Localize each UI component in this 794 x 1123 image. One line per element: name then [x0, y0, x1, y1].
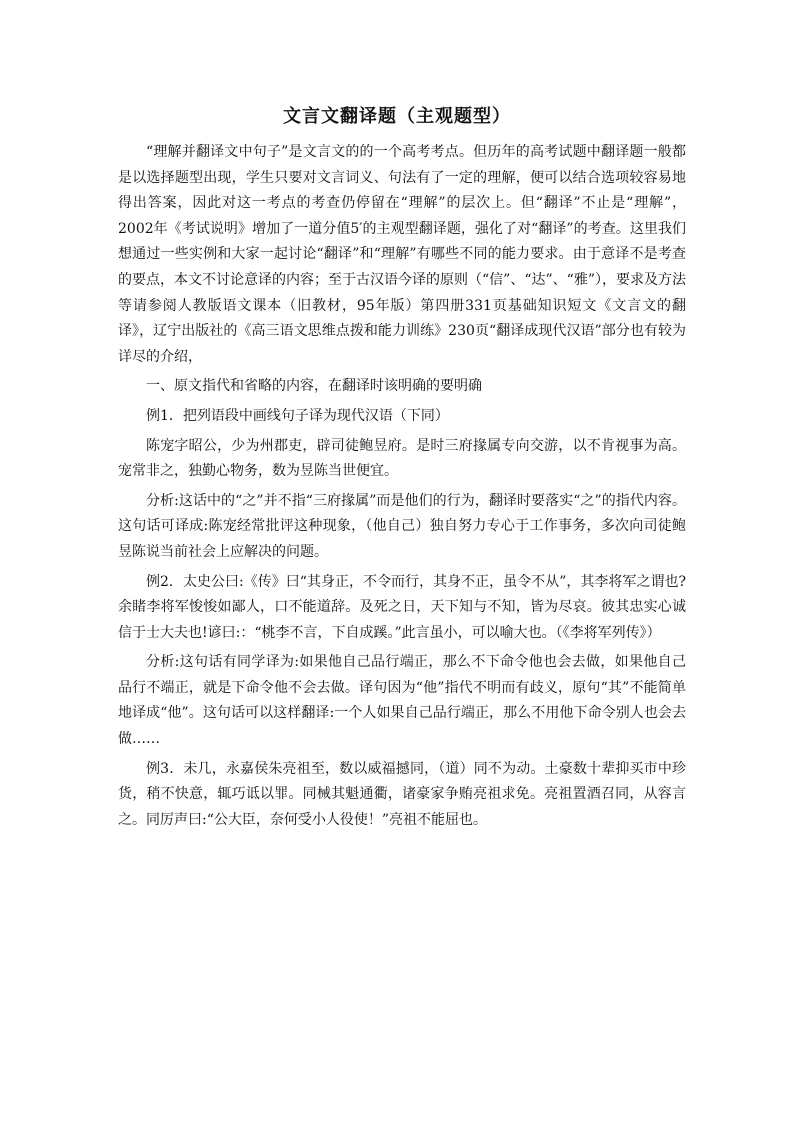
example-1-text: 陈宠字昭公，少为州郡吏，辟司徒鲍昱府。是时三府掾属专向交游，以不肯视事为高。宠常非之，独勤心物务，数为昱陈当世便宜。 [118, 437, 686, 480]
document-body [118, 140, 686, 833]
example-1-label: 例1．把列语段中画线句子译为现代汉语（下同） [146, 407, 449, 424]
document-title: 文言文翻译题（主观题型） [283, 106, 511, 127]
example-2-text: 例2．太史公曰:《传》曰“其身正，不令而行，其身不正，虽令不从”，其李将军之谓也?余睹李将军悛悛如鄙人，口不能道辞。及死之日，天下知与不知，皆为尽哀。彼其忠实心诚信于士大夫也!谚曰:：“桃李不言，下自成蹊。”此言虽小，可以喻大也。（《李将军列传》） [118, 573, 686, 641]
section-heading: 一、原文指代和省略的内容，在翻译时该明确的要明确 [146, 378, 482, 395]
paragraph-intro: “理解并翻译文中句子”是文言文的的一个高考考点。但历年的高考试题中翻译题一般都是以选择题型出现，学生只要对文言词义、句法有了一定的理解，便可以结合选项较容易地得出答案，因此对这一考点的考查仍停留在“理解”的层次上。但“翻译”不止是“理解”，2002年《考试说明》增加了一道分值5′的主观型翻译题，强化了对“翻译”的考查。这里我们想通过一些实例和大家一起讨论“翻译”和“理解”有哪些不同的能力要求。由于意译不是考查的要点，本文不讨论意译的内容；至于古汉语今译的原则（“信”、“达”、“雅”），要求及方法等请参阅人教版语文课本（旧教材，95年版）第四册331页基础知识短文《文言文的翻译》，辽宁出版社的《高三语文思维点拨和能力训练》230页“翻译成现代汉语”部分也有较为详尽的介绍， [118, 144, 686, 365]
example-1-analysis: 分析:这话中的“之”并不指“三府掾属”而是他们的行为，翻译时要落实“之”的指代内容。这句话可译成:陈宠经常批评这种现象，（他自己）独自努力专心于工作事务，多次向司徒鲍昱陈说当前社会上应解决的问题。 [118, 492, 686, 560]
example-2-analysis: 分析:这句话有同学译为:如果他自己品行端正，那么不下命令他也会去做，如果他自己品行不端正，就是下命令他不会去做。译句因为“他”指代不明而有歧义，原句“其”不能简单地译成“他”。这句话可以这样翻译:一个人如果自己品行端正，那么不用他下命令别人也会去做…… [118, 654, 686, 748]
example-3-text: 例3．未几，永嘉侯朱亮祖至，数以威福撼同，（道）同不为动。土豪数十辈抑买市中珍货，稍不快意，辄巧诋以罪。同械其魁通衢，诸豪家争贿亮祖求免。亮祖置酒召同，从容言之。同厉声曰:“公大臣，奈何受小人役使！”亮祖不能屈也。 [118, 760, 686, 828]
